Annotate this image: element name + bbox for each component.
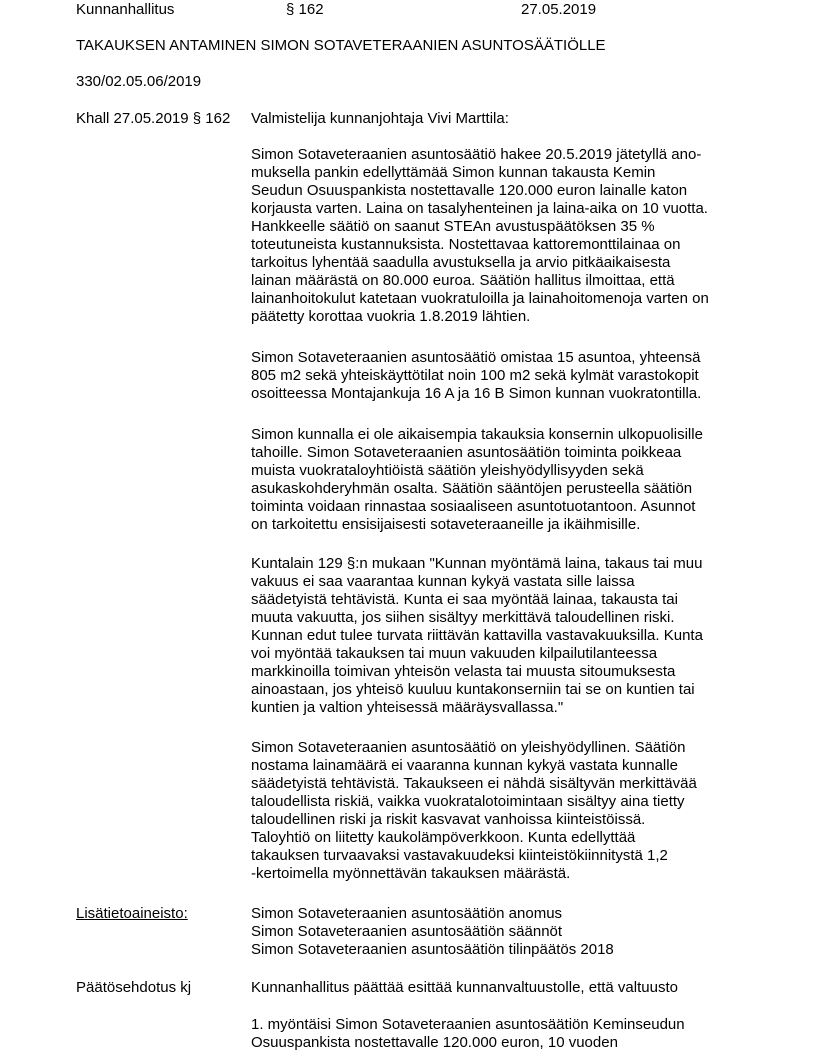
text-line: on tarkoitettu ensisijaisesti sotaveteraaneille ja ikäihmisille.: [251, 516, 641, 533]
text-line: voi myöntää takauksen tai muun vakuuden kilpailutilanteessa: [251, 645, 658, 662]
proposal-text: Kunnanhallitus päättää esittää kunnanvaltuustolle, että valtuusto: [251, 979, 678, 996]
text-line: muksella pankin edellyttämää Simon kunnan takausta Kemin: [251, 164, 656, 181]
text-line: päätetty korottaa vuokria 1.8.2019 lähtien.: [251, 308, 531, 325]
text-line: osoitteessa Montajankuja 16 A ja 16 B Simon kunnan vuokratontilla.: [251, 385, 702, 402]
text-line: muista vuokrataloyhtiöistä säätiön yleishyödyllisyyden sekä: [251, 462, 644, 479]
text-line: Simon Sotaveteraanien asuntosäätiö on yleishyödyllinen. Säätiön: [251, 739, 686, 756]
text-line: Kunnan edut tulee turvata riittävän kattavilla vastavakuuksilla. Kunta: [251, 627, 703, 644]
meeting-label: Khall 27.05.2019 § 162: [76, 110, 231, 127]
document-title: TAKAUKSEN ANTAMINEN SIMON SOTAVETERAANIEN ASUNTOSÄÄTIÖLLE: [76, 37, 606, 54]
paragraph-property: [251, 349, 751, 403]
text-line: Simon Sotaveteraanien asuntosäätiö omistaa 15 asuntoa, yhteensä: [251, 349, 701, 366]
paragraph-loan-application: [251, 146, 751, 326]
attachments-label: Lisätietoaineisto:: [76, 905, 188, 922]
text-line: 805 m2 sekä yhteiskäyttötilat noin 100 m2 sekä kylmät varastokopit: [251, 367, 699, 384]
text-line: korjausta varten. Laina on tasalyhenteinen ja laina-aika on 10 vuotta.: [251, 200, 708, 217]
paragraph-guarantees: [251, 426, 751, 534]
text-line: Osuuspankista nostettavalle 120.000 euron, 10 vuoden: [251, 1034, 618, 1051]
text-line: tarkoitus lyhentää saadulla avustuksella ja arvio pitkäaikaisesta: [251, 254, 671, 271]
text-line: lainanhoitokulut katetaan vuokratuloilla ja lainahoitomenoja varten on: [251, 290, 709, 307]
proposal-item-1: [251, 1016, 751, 1052]
text-line: Hankkeelle säätiö on saanut STEAn avustuspäätöksen 35 %: [251, 218, 655, 235]
text-line: asukaskohderyhmän osalta. Säätiön sääntöjen perusteella säätiön: [251, 480, 693, 497]
paragraph-kuntalaki-quote: [251, 555, 751, 717]
preparer-line: Valmistelija kunnanjohtaja Vivi Marttila:: [251, 110, 509, 127]
text-line: Kuntalain 129 §:n mukaan "Kunnan myöntämä laina, takaus tai muu: [251, 555, 703, 572]
text-line: markkinoilla toimivan yhteisön velasta tai muusta sitoumuksesta: [251, 663, 676, 680]
attachment-item: Simon Sotaveteraanien asuntosäätiön anomus: [251, 905, 563, 922]
text-line: -kertoimella myönnettävän takauksen määrästä.: [251, 865, 571, 882]
text-line: toiminta voidaan rinnastaa sosiaaliseen asuntotuotantoon. Asunnot: [251, 498, 696, 515]
paragraph-assessment: [251, 739, 751, 883]
text-line: lainan määrästä on 80.000 euroa. Säätiön hallitus ilmoittaa, että: [251, 272, 675, 289]
text-line: säädetyistä tehtävistä. Takaukseen ei nähdä sisältyvän merkittävää: [251, 775, 697, 792]
text-line: tahoille. Simon Sotaveteraanien asuntosäätiön toiminta poikkeaa: [251, 444, 682, 461]
header-section: § 162: [286, 1, 324, 18]
text-line: 1. myöntäisi Simon Sotaveteraanien asuntosäätiön Keminseudun: [251, 1016, 685, 1033]
text-line: takauksen turvaavaksi vastavakuudeksi kiinteistökiinnitystä 1,2: [251, 847, 668, 864]
attachments-list: [251, 905, 751, 959]
proposal-label: Päätösehdotus kj: [76, 979, 192, 996]
text-line: Seudun Osuuspankista nostettavalle 120.000 euron lainalle katon: [251, 182, 688, 199]
text-line: muuta vakuutta, jos siihen sisältyy merkittävä taloudellinen riski.: [251, 609, 675, 626]
text-line: taloudellista riskiä, vaikka vuokratalotoimintaan sisältyy aina tietty: [251, 793, 685, 810]
header-body: Kunnanhallitus: [76, 1, 175, 18]
text-line: Simon kunnalla ei ole aikaisempia takauksia konsernin ulkopuolisille: [251, 426, 703, 443]
text-line: taloudellinen riski ja riskit kasvavat vanhoissa kiinteistöissä.: [251, 811, 646, 828]
reference-number: 330/02.05.06/2019: [76, 73, 202, 90]
text-line: ainoastaan, jos yhteisö kuuluu kuntakonserniin tai se on kuntien tai: [251, 681, 695, 698]
text-line: Taloyhtiö on liitetty kaukolämpöverkkoon. Kunta edellyttää: [251, 829, 636, 846]
text-line: vakuus ei saa vaarantaa kunnan kykyä vastata sille laissa: [251, 573, 635, 590]
attachment-item: Simon Sotaveteraanien asuntosäätiön säännöt: [251, 923, 563, 940]
header-date: 27.05.2019: [521, 1, 597, 18]
text-line: säädetyistä tehtävistä. Kunta ei saa myöntää lainaa, takausta tai: [251, 591, 678, 608]
text-line: Simon Sotaveteraanien asuntosäätiö hakee 20.5.2019 jätetyllä ano-: [251, 146, 702, 163]
text-line: kuntien ja valtion yhteisessä määräysvallassa.": [251, 699, 564, 716]
text-line: toteutuneista kustannuksista. Nostettavaa kattoremonttilainaa on: [251, 236, 681, 253]
attachment-item: Simon Sotaveteraanien asuntosäätiön tilinpäätös 2018: [251, 941, 614, 958]
text-line: nostama lainamäärä ei vaaranna kunnan kykyä vastata kunnalle: [251, 757, 678, 774]
